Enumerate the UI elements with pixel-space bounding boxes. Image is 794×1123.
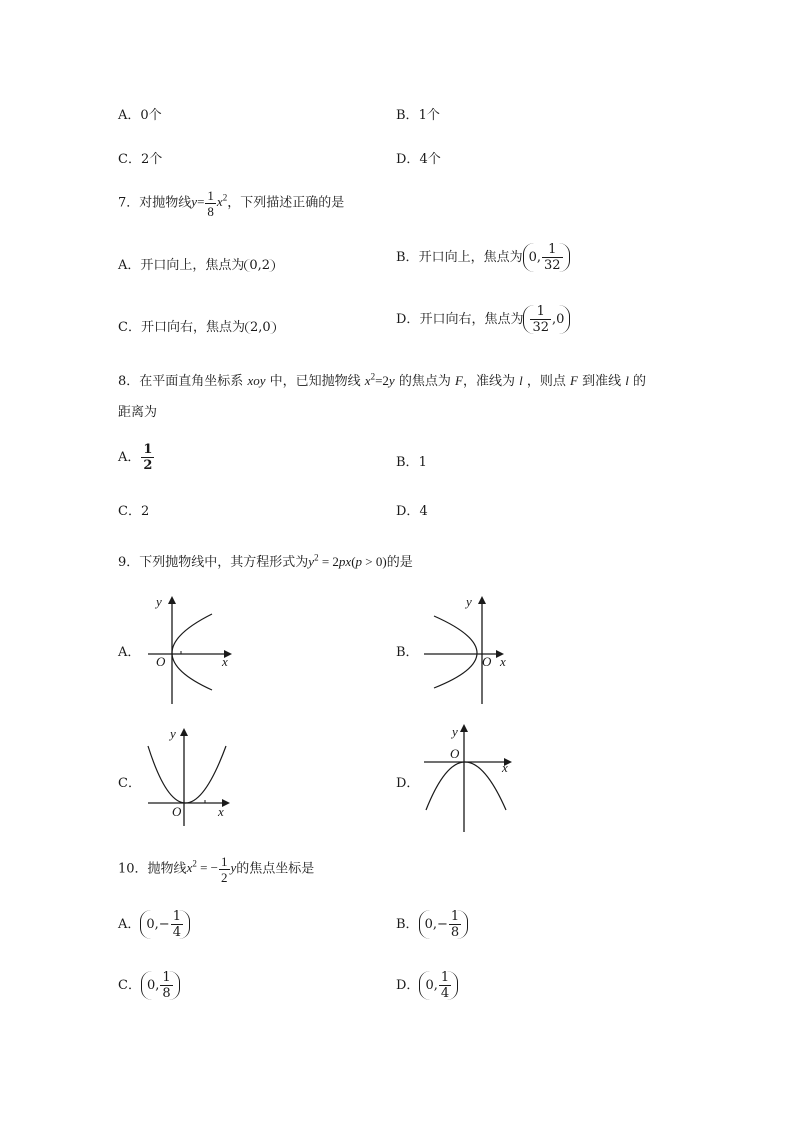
q6-option-a[interactable] [118,104,162,123]
q6-option-b[interactable] [396,104,440,123]
option-text: 4 [419,504,428,519]
q10-option-a[interactable] [118,910,190,939]
y-label: y [170,726,176,741]
option-text: 2 [140,504,150,519]
option-letter: D． [396,504,420,519]
q9-graph-d[interactable] [420,722,520,834]
option-letter: A． [118,450,141,465]
equation: y= $\frac{1}{8}$ $x^2$ [191,188,228,219]
option-letter: B． [396,455,419,470]
x-label: x [500,654,506,669]
point: 0,− $\frac{1}{4}$ [140,910,190,939]
option-letter: C． [118,978,141,993]
q6-option-d[interactable] [396,148,441,167]
q7-option-a[interactable] [118,254,275,273]
q10-option-c[interactable] [118,971,180,1000]
parabola-curve [172,614,212,690]
origin-label: O [482,654,492,669]
q10-option-d[interactable] [396,971,458,1000]
option-text: 4个 [419,152,441,167]
option-letter: A． [118,258,141,273]
equation: $y^2 = 2px(p > 0)$ [308,552,387,569]
q7-stem [118,189,344,218]
option-letter: A． [118,108,141,123]
option-letter: B． [396,250,419,265]
q10-stem: 10．抛物线$x^2$ = − $\frac{1}{2}$ y的焦点坐标是 [118,854,315,885]
origin-label: O [156,654,166,669]
q8-option-b[interactable] [396,451,427,470]
option-text: 开口向上，焦点为 [140,258,245,273]
q8-stem-line2: 距离为 [118,405,158,420]
option-letter: C． [118,152,141,167]
point: $\frac{1}{32}$ ,0 [523,305,570,334]
y-label: y [156,594,162,609]
fraction: $\frac{1}{2}$ [143,442,153,473]
y-label: y [466,594,472,609]
option-text: 开口向右，焦点为 [419,312,524,327]
x-label: x [218,804,224,819]
point: 0,− $\frac{1}{8}$ [419,910,469,939]
q6-option-c[interactable] [118,148,162,167]
question-number: 8． [118,374,140,389]
parabola-curve [148,746,226,803]
q9-option-b-label[interactable]: B． [396,645,419,660]
option-letter: A． [118,917,141,932]
option-letter: B． [396,917,419,932]
q9-graph-b[interactable] [420,592,520,704]
q8-option-a[interactable] [118,443,155,472]
equation: $x^2$ = − $\frac{1}{2}$ y [186,854,237,885]
option-letter: C． [118,504,141,519]
origin-label: O [450,746,460,761]
parabola-curve [434,616,477,688]
question-number: 9． [118,555,140,570]
point: 2,0 [245,321,276,334]
point: 0, $\frac{1}{4}$ [419,971,458,1000]
q9-graph-c[interactable] [140,726,240,838]
option-text: 2个 [140,152,163,167]
q8-option-c[interactable] [118,500,149,519]
q9-option-a-label[interactable]: A． [118,645,141,660]
q9-option-d-label[interactable]: D． [396,776,420,791]
q8-stem-line1: 8．在平面直角坐标系 xoy 中，已知抛物线 $x^2=2y$ 的焦点为 F，准线为 l ，则点 F 到准线 l 的 [118,371,647,389]
q7-option-c[interactable] [118,316,276,335]
option-text: 开口向上，焦点为 [418,250,523,265]
option-letter: B． [396,108,419,123]
x-label: x [222,654,228,669]
option-letter: C． [118,320,141,335]
option-letter: D． [396,978,420,993]
option-letter: D． [396,152,420,167]
q7-option-b[interactable] [396,243,570,272]
q10-option-b[interactable] [396,910,468,939]
q9-graph-a[interactable] [140,592,240,704]
q7-option-d[interactable] [396,305,570,334]
question-number: 10． [118,861,148,877]
question-number: 7． [118,195,140,211]
option-text: 1 [418,455,427,470]
stem-text: ，下列描述正确的是 [227,195,345,211]
point: 0, $\frac{1}{32}$ [523,243,570,272]
option-text: 0个 [140,108,162,123]
x-label: x [502,760,508,775]
q8-option-d[interactable] [396,500,428,519]
point: 0,2 [244,259,275,272]
y-label: y [452,724,458,739]
point: 0, $\frac{1}{8}$ [141,971,180,1000]
stem-text: 对抛物线 [139,195,192,211]
q9-option-c-label[interactable]: C． [118,776,141,791]
origin-label: O [172,804,182,819]
option-text: 开口向右，焦点为 [140,320,245,335]
parabola-curve [426,762,506,810]
option-letter: D． [396,312,420,327]
q9-stem: 9．下列抛物线中，其方程形式为$y^2 = 2px(p > 0)$的是 [118,552,413,570]
option-text: 1个 [418,108,440,123]
